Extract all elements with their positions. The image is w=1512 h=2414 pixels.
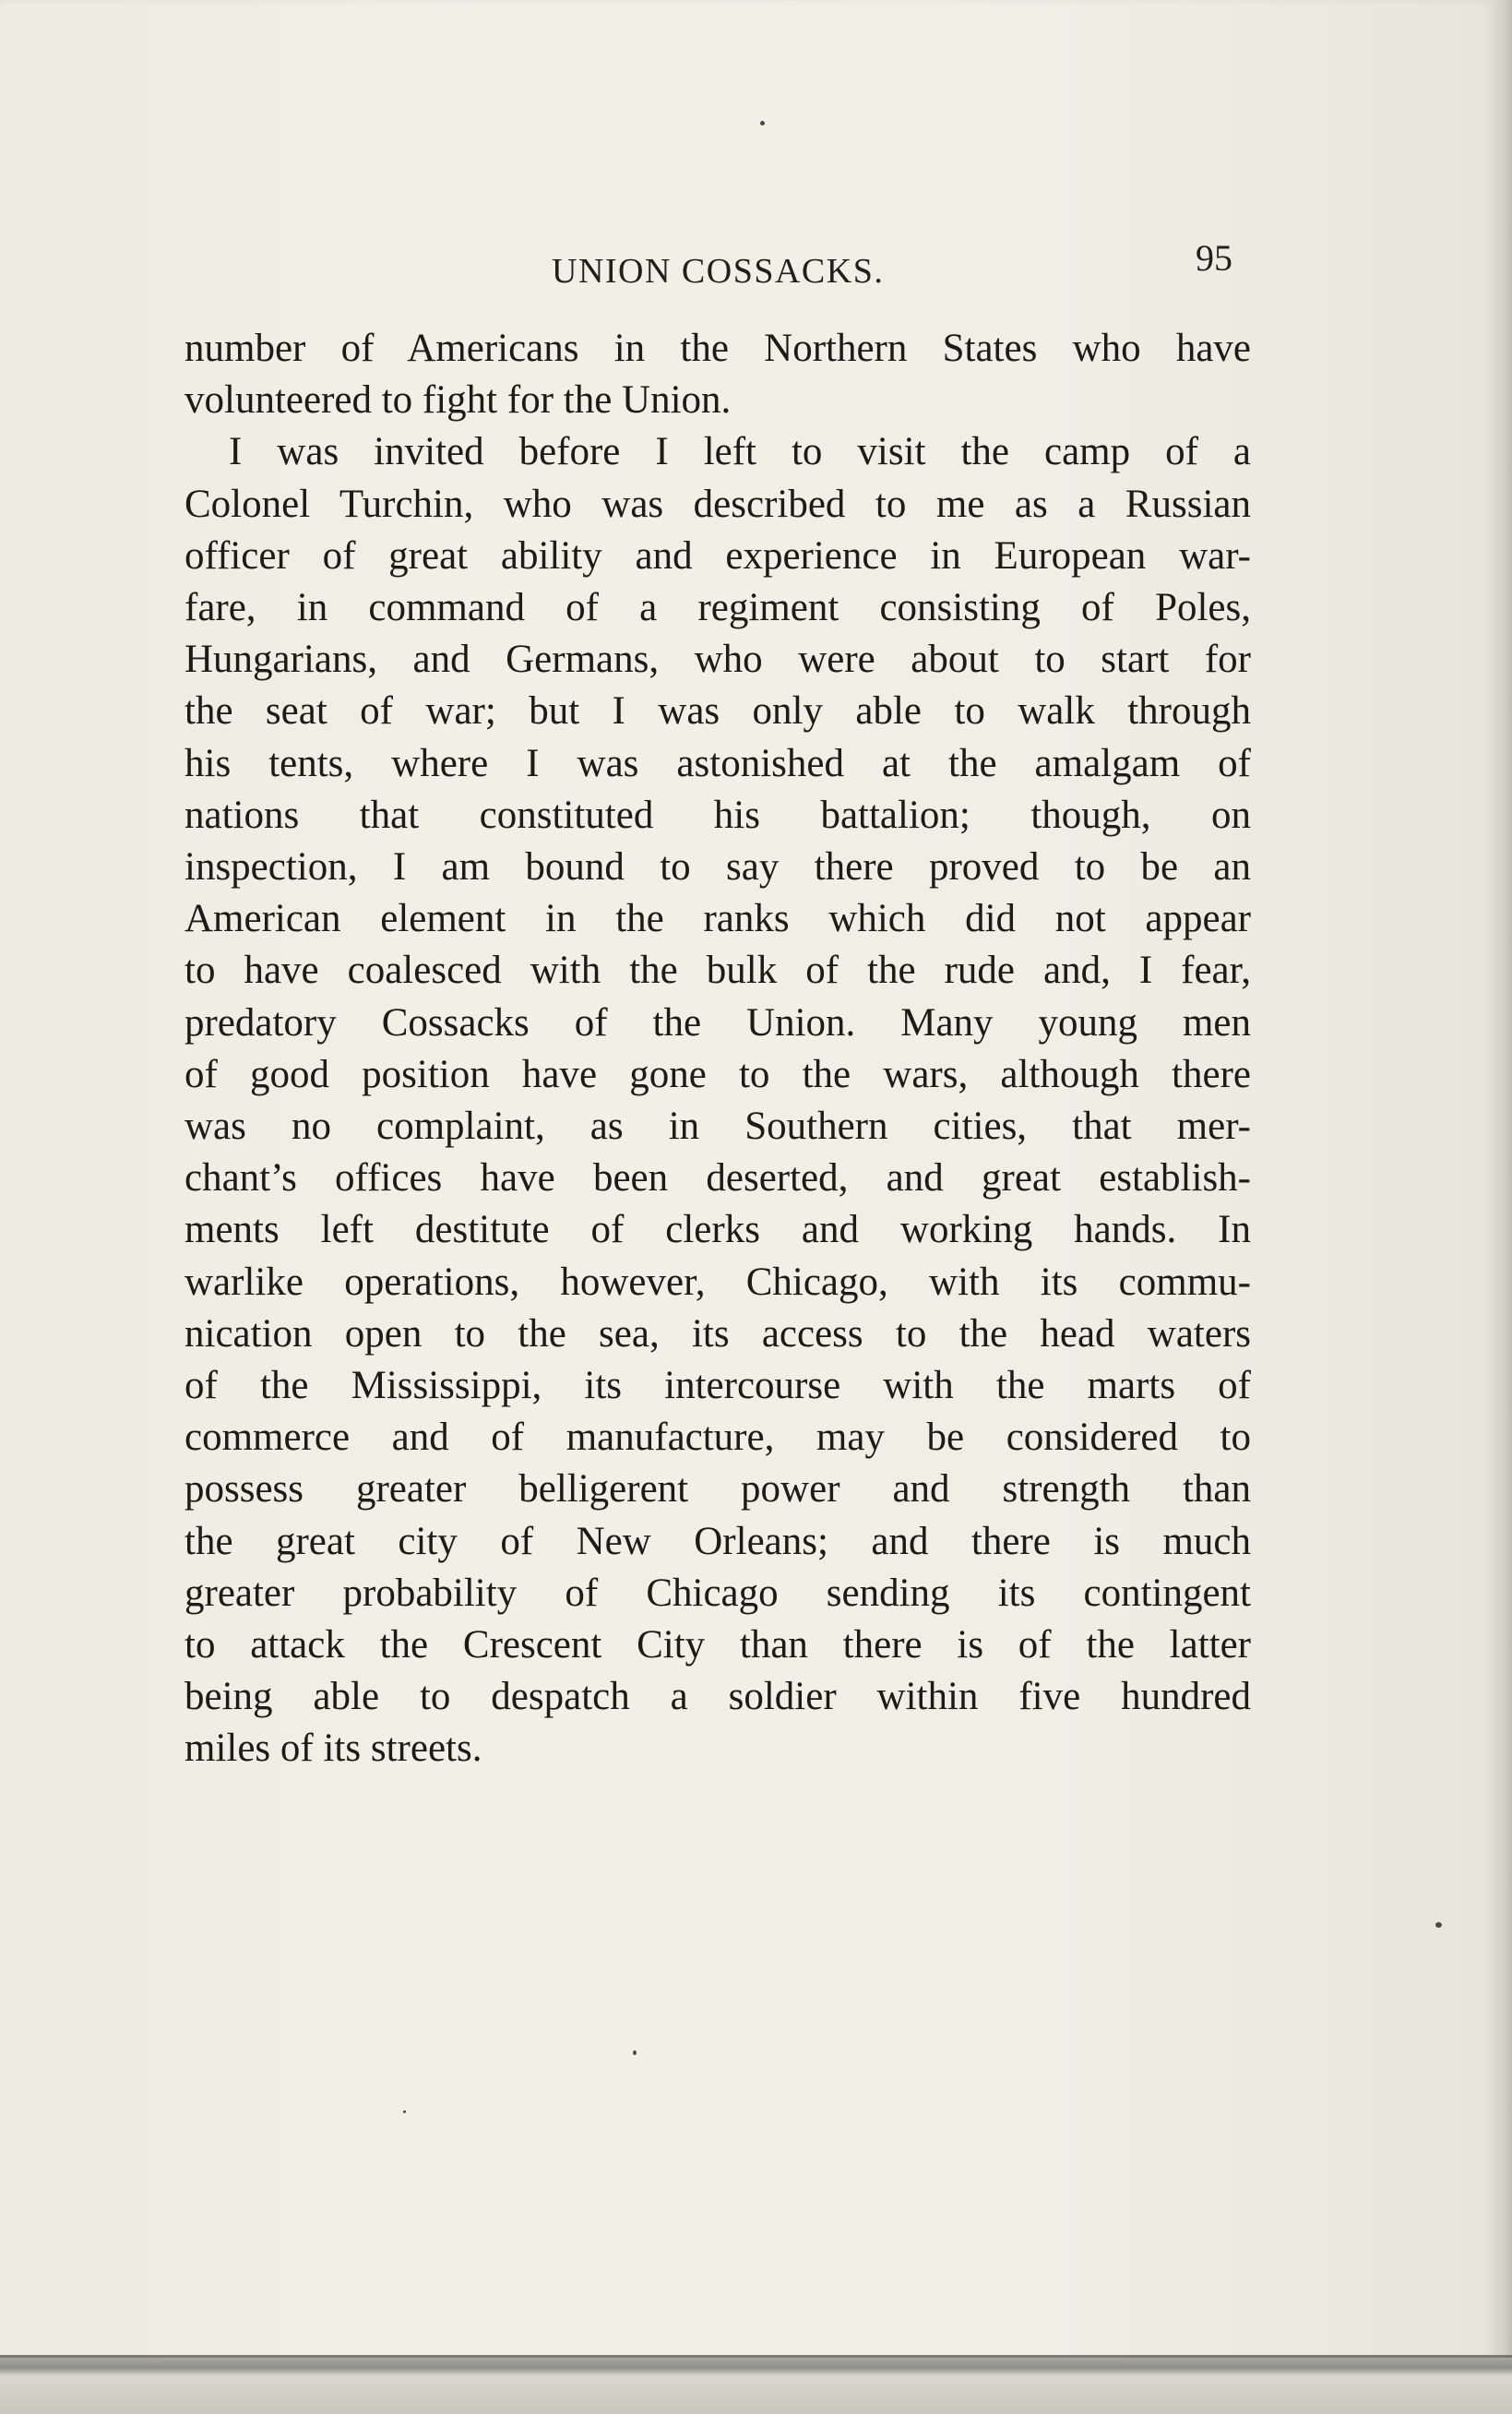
text-line: inspection, I am bound to say there proved to be an (185, 845, 1251, 890)
text-line: I was invited before I left to visit the camp of a (229, 430, 1251, 474)
text-line: Colonel Turchin, who was described to me as a Russian (185, 482, 1251, 526)
ink-speck (403, 2110, 406, 2113)
text-line: volunteered to fight for the Union. (185, 378, 732, 423)
text-line: to have coalesced with the bulk of the rude and, I fear, (185, 949, 1251, 993)
text-line: of good position have gone to the wars, although there (185, 1052, 1251, 1096)
text-line: being able to despatch a soldier within five hundred (185, 1675, 1251, 1719)
text-line: possess greater belligerent power and strength than (185, 1467, 1251, 1512)
text-line: greater probability of Chicago sending its contingent (185, 1571, 1251, 1615)
text-line: Hungarians, and Germans, who were about to start for (185, 638, 1251, 682)
text-line: nations that constituted his battalion; though, on (185, 793, 1251, 837)
text-line: chant’s offices have been deserted, and great establish- (185, 1156, 1251, 1201)
text-line: his tents, where I was astonished at the amalgam of (185, 741, 1251, 785)
text-line: to attack the Crescent City than there is of the latter (185, 1623, 1251, 1667)
ink-speck (633, 2050, 637, 2055)
body-text (185, 323, 1251, 1775)
text-line: miles of its streets. (185, 1727, 482, 1771)
text-line: was no complaint, as in Southern cities, that mer- (185, 1105, 1251, 1149)
text-line: fare, in command of a regiment consisting of Poles, (185, 586, 1251, 630)
ink-speck (760, 121, 765, 125)
text-line: the seat of war; but I was only able to walk through (185, 689, 1251, 734)
text-line: number of Americans in the Northern States who have (185, 327, 1251, 370)
text-line: commerce and of manufacture, may be considered to (185, 1416, 1251, 1460)
text-line: officer of great ability and experience in European war- (185, 533, 1251, 578)
running-head: UNION COSSACKS. (552, 252, 885, 291)
text-line: predatory Cossacks of the Union. Many young men (185, 1000, 1251, 1045)
page-number: 95 (1196, 237, 1232, 279)
text-line: warlike operations, however, Chicago, with its commu- (185, 1260, 1251, 1304)
text-line: ments left destitute of clerks and working hands. In (185, 1208, 1251, 1252)
text-line: of the Mississippi, its intercourse with the marts of (185, 1364, 1251, 1408)
text-line: nication open to the sea, its access to the head waters (185, 1311, 1251, 1356)
ink-speck (1435, 1922, 1442, 1928)
text-line: the great city of New Orleans; and there is much (185, 1519, 1251, 1563)
page-edge (1494, 0, 1512, 2362)
text-line: American element in the ranks which did not appear (185, 897, 1251, 941)
scan-bottom-band (0, 2358, 1512, 2414)
